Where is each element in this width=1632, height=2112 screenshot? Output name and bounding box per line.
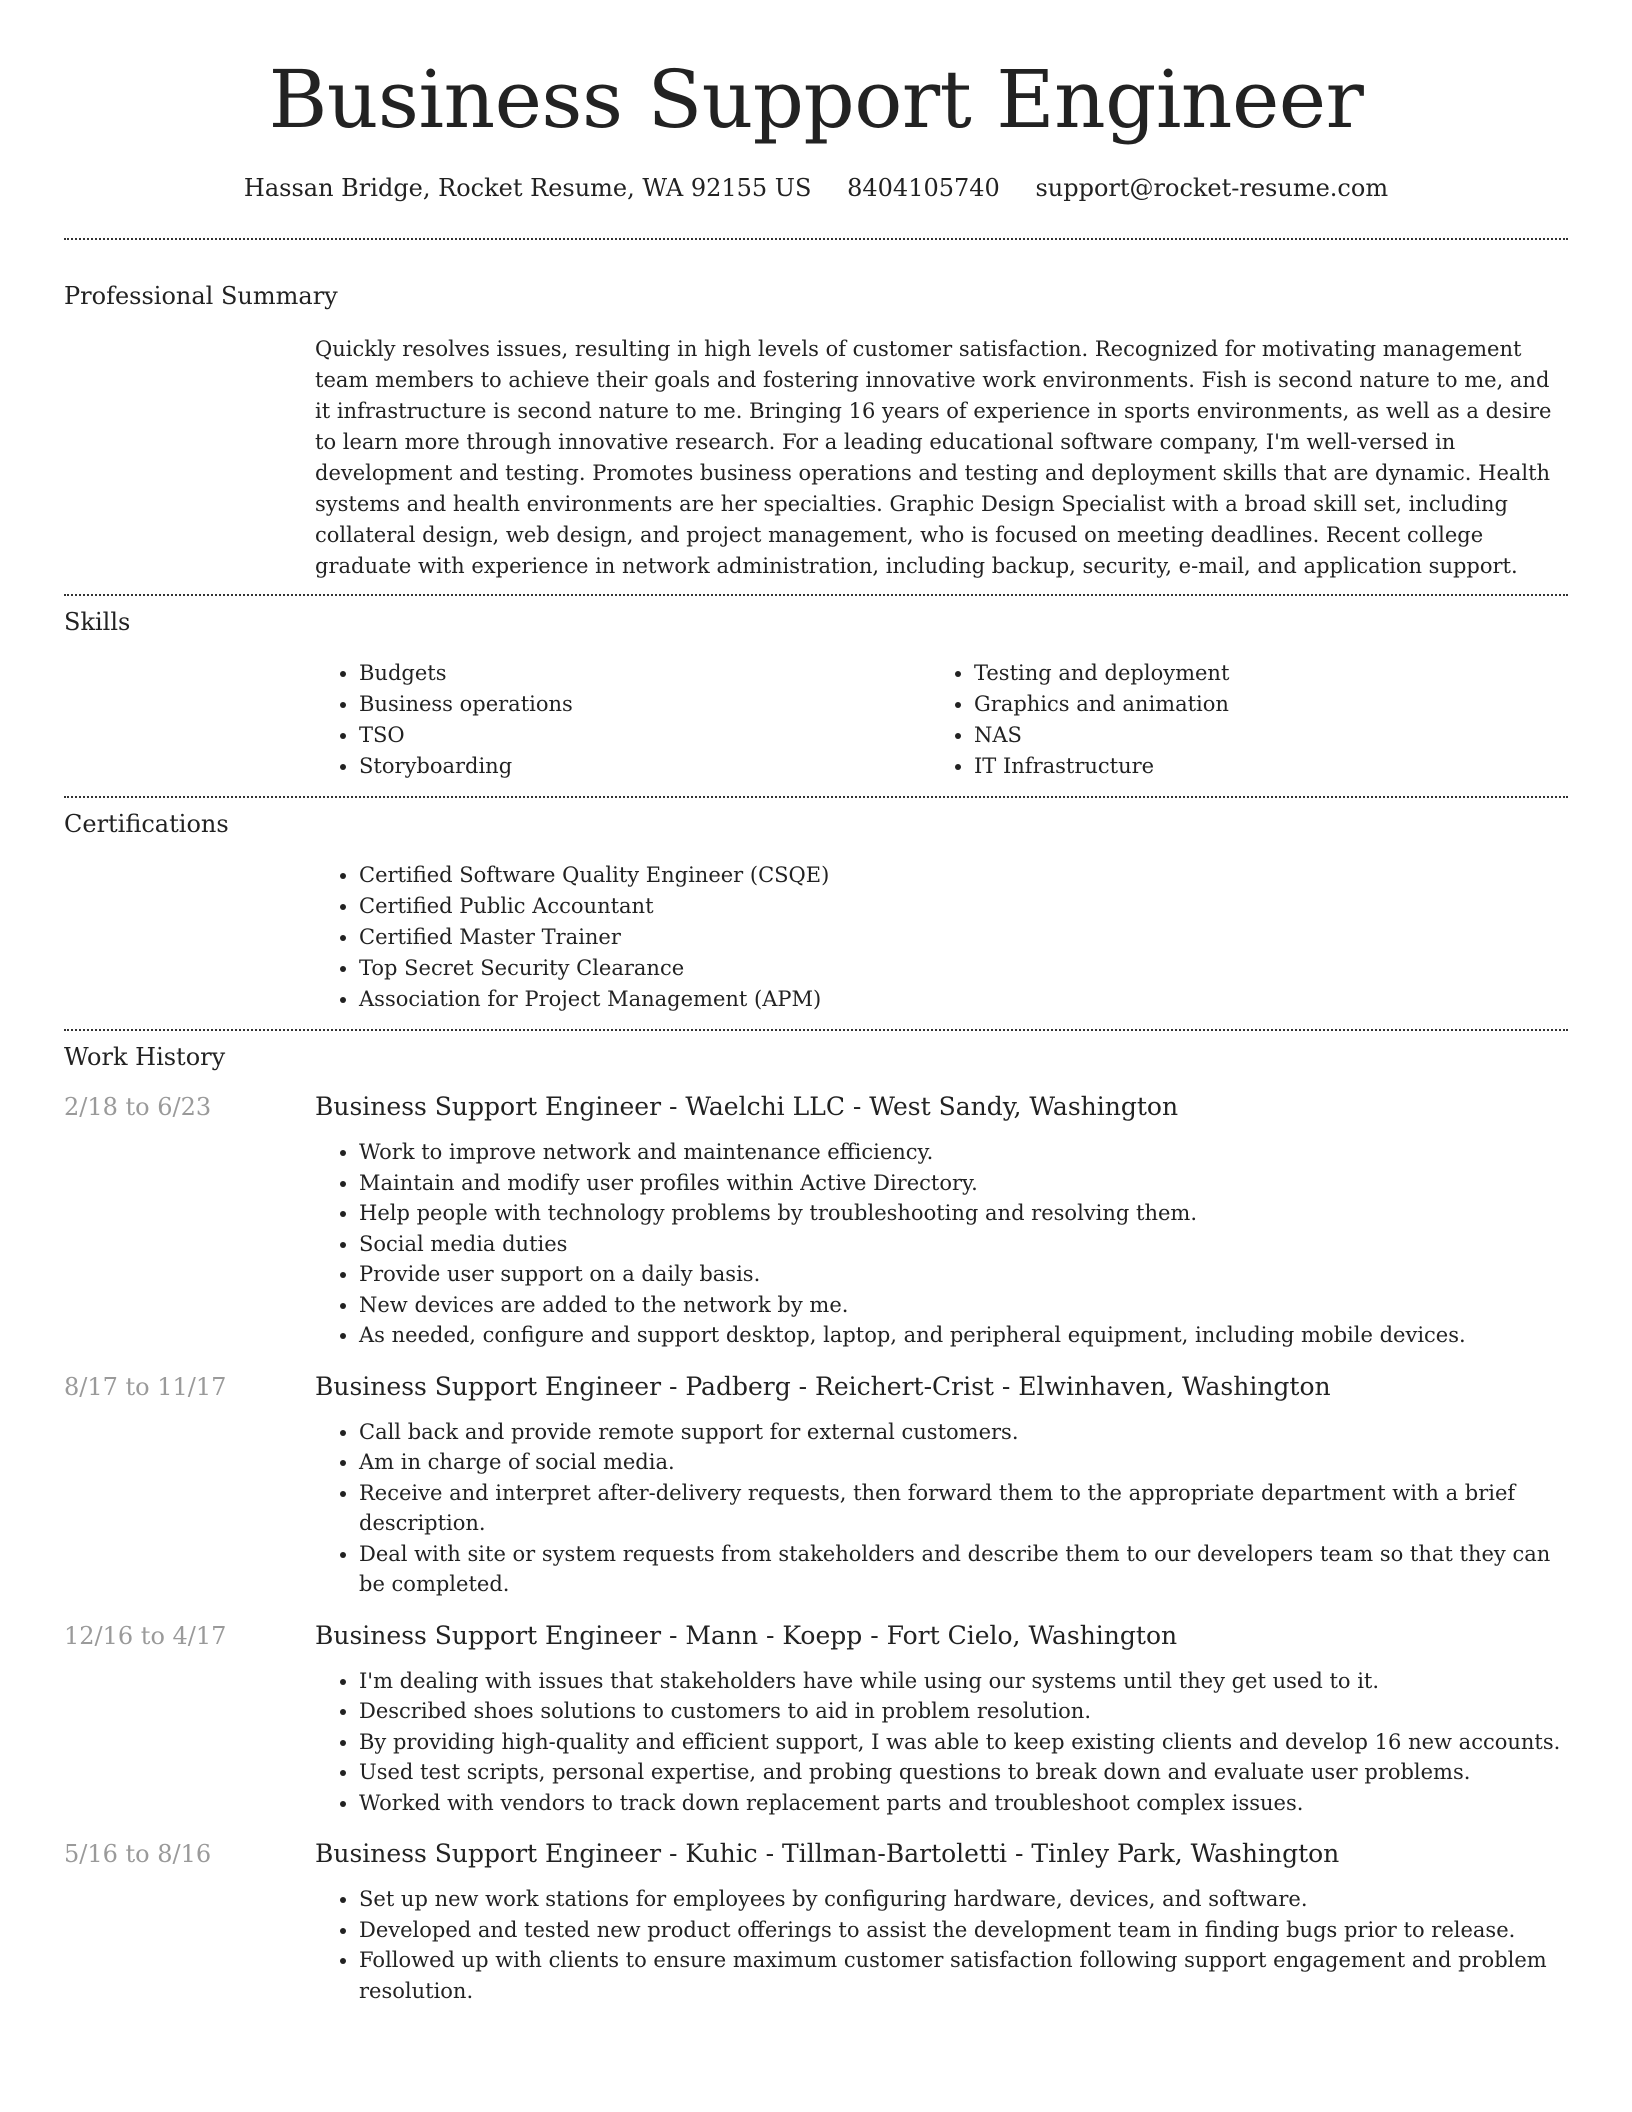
job-title: Business Support Engineer - Mann - Koepp - Fort Cielo, Washington xyxy=(315,1620,1178,1650)
skills-list-right xyxy=(930,658,1545,782)
certifications-body xyxy=(315,840,1568,1029)
certification-item: • Top Secret Security Clearance xyxy=(359,953,1568,984)
job-content xyxy=(315,1838,1568,2006)
work-history-section xyxy=(64,1031,1568,2006)
certification-item: • Association for Project Management (APM) xyxy=(359,984,1568,1015)
contact-email: support@rocket-resume.com xyxy=(1035,174,1389,202)
skills-list-left xyxy=(315,658,930,782)
job-content xyxy=(315,1371,1568,1600)
section-title-summary: Professional Summary xyxy=(64,282,338,310)
job-bullet: • Worked with vendors to track down replacement parts and troubleshoot complex issues. xyxy=(359,1788,1568,1819)
skill-item: • Testing and deployment xyxy=(974,658,1545,689)
job-bullet: • New devices are added to the network by me. xyxy=(359,1290,1568,1321)
job-bullet: • Help people with technology problems by troubleshooting and resolving them. xyxy=(359,1198,1568,1229)
skill-item: • IT Infrastructure xyxy=(974,751,1545,782)
job-content xyxy=(315,1620,1568,1819)
certification-item: • Certified Software Quality Engineer (CSQE) xyxy=(359,860,1568,891)
job-bullet: • Used test scripts, personal expertise, and probing questions to break down and evaluate user problems. xyxy=(359,1757,1568,1788)
job-bullet: • Set up new work stations for employees by configuring hardware, devices, and software. xyxy=(359,1884,1568,1915)
job-bullet: • Maintain and modify user profiles within Active Directory. xyxy=(359,1168,1568,1199)
skill-item: • TSO xyxy=(359,720,930,751)
certifications-list xyxy=(315,860,1568,1015)
skill-item: • NAS xyxy=(974,720,1545,751)
certification-item: • Certified Master Trainer xyxy=(359,922,1568,953)
job-bullets xyxy=(315,1137,1568,1351)
contact-address: Hassan Bridge, Rocket Resume, WA 92155 US xyxy=(243,174,812,202)
skills-columns xyxy=(315,638,1568,796)
job-entry xyxy=(64,1838,1568,2006)
job-bullet: • Described shoes solutions to customers to aid in problem resolution. xyxy=(359,1696,1568,1727)
job-title: Business Support Engineer - Waelchi LLC - West Sandy, Washington xyxy=(315,1092,1179,1121)
section-title-certifications: Certifications xyxy=(64,810,229,838)
section-title-work-history: Work History xyxy=(64,1043,226,1071)
skill-item: • Business operations xyxy=(359,689,930,720)
job-bullet: • Followed up with clients to ensure maximum customer satisfaction following support engagement and problem resolution. xyxy=(359,1945,1568,2006)
job-entry xyxy=(64,1620,1568,1819)
job-dates: 5/16 to 8/16 xyxy=(64,1840,212,1868)
contact-phone: 8404105740 xyxy=(847,174,1000,202)
section-title-skills: Skills xyxy=(64,608,131,636)
job-dates: 2/18 to 6/23 xyxy=(64,1093,212,1121)
job-bullet: • Provide user support on a daily basis. xyxy=(359,1259,1568,1290)
certification-item: • Certified Public Accountant xyxy=(359,891,1568,922)
job-title: Business Support Engineer - Kuhic - Tillman-Bartoletti - Tinley Park, Washington xyxy=(315,1839,1340,1868)
job-bullet: • Receive and interpret after-delivery requests, then forward them to the appropriate department with a brief description. xyxy=(359,1478,1568,1539)
skills-column-left xyxy=(315,658,930,782)
job-bullet: • By providing high-quality and efficient support, I was able to keep existing clients and develop 16 new accounts. xyxy=(359,1727,1568,1758)
job-title: Business Support Engineer - Padberg - Reichert-Crist - Elwinhaven, Washington xyxy=(315,1371,1331,1401)
skill-item: • Budgets xyxy=(359,658,930,689)
job-bullet: • Social media duties xyxy=(359,1229,1568,1260)
resume-title: Business Support Engineer xyxy=(268,53,1364,146)
job-entry xyxy=(64,1091,1568,1351)
job-bullet: • I'm dealing with issues that stakeholders have while using our systems until they get used to it. xyxy=(359,1666,1568,1697)
job-bullet: • Call back and provide remote support for external customers. xyxy=(359,1417,1568,1448)
job-bullet: • As needed, configure and support desktop, laptop, and peripheral equipment, including mobile devices. xyxy=(359,1320,1568,1351)
job-bullet: • Developed and tested new product offerings to assist the development team in finding bugs prior to release. xyxy=(359,1915,1568,1946)
job-bullets xyxy=(315,1884,1568,2006)
certifications-section xyxy=(64,798,1568,1029)
job-bullet: • Am in charge of social media. xyxy=(359,1447,1568,1478)
skills-column-right xyxy=(930,658,1545,782)
job-bullets xyxy=(315,1417,1568,1600)
job-content xyxy=(315,1091,1568,1351)
contact-info xyxy=(64,172,1568,204)
summary-section xyxy=(64,240,1568,594)
job-bullet: • Deal with site or system requests from stakeholders and describe them to our developers team so that they can be completed. xyxy=(359,1539,1568,1600)
skill-item: • Storyboarding xyxy=(359,751,930,782)
skill-item: • Graphics and animation xyxy=(974,689,1545,720)
job-dates: 12/16 to 4/17 xyxy=(64,1621,227,1650)
job-dates: 8/17 to 11/17 xyxy=(64,1372,227,1401)
summary-text: Quickly resolves issues, resulting in high levels of customer satisfaction. Recognized for motivating management team members to achieve their goals and fostering innovative work environments. Fish is second nature to me, and it infrastructure is second nature to me. Bringing 16 years of experience in sports environments, as well as a desire to learn more through innovative research. For a leading educational software company, I'm well-versed in development and testing. Promotes business operations and testing and deployment skills that are dynamic. Health systems and health environments are her specialties. Graphic Design Specialist with a broad skill set, including collateral design, web design, and project management, who is focused on meeting deadlines. Recent college graduate with experience in network administration, including backup, security, e-mail, and application support. xyxy=(315,337,1552,578)
job-entry xyxy=(64,1371,1568,1600)
skills-section xyxy=(64,596,1568,796)
job-bullet: • Work to improve network and maintenance efficiency. xyxy=(359,1137,1568,1168)
job-bullets xyxy=(315,1666,1568,1819)
